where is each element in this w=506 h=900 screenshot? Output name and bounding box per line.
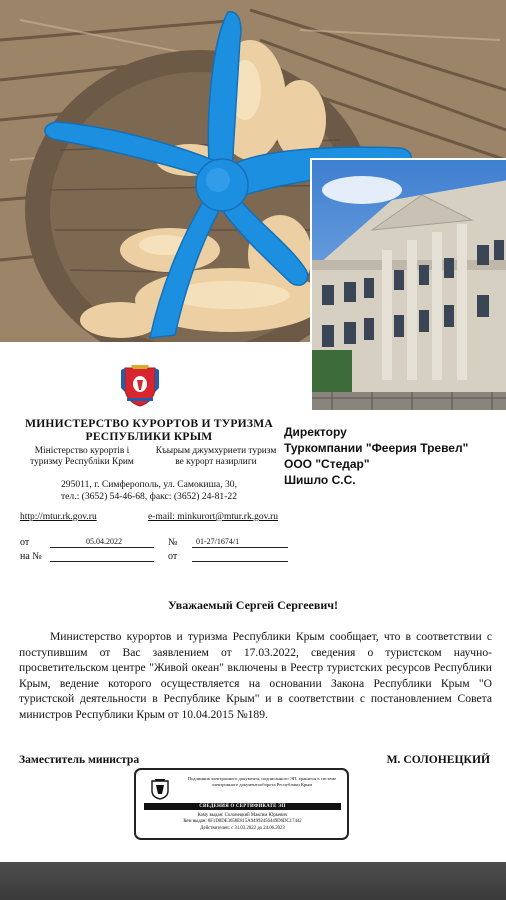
addressee-block: [284, 424, 468, 488]
ministry-title: МИНИСТЕРСТВО КУРОРТОВ И ТУРИЗМА РЕСПУБЛИКИ КРЫМ: [25, 417, 273, 443]
number-label: №: [168, 537, 178, 548]
certificate-details: [144, 813, 341, 832]
phone-line: тел.: (3652) 54-46-68, факс: (3652) 24-81-22: [60, 491, 237, 502]
date-label: от: [20, 537, 30, 548]
registration-date: 05.04.2022: [50, 536, 154, 548]
addressee-line: ООО "Стедар": [284, 457, 370, 471]
letter-greeting: Уважаемый Сергей Сергеевич!: [167, 598, 339, 612]
addressee-line: Директору: [284, 425, 347, 439]
bottom-bar: [0, 862, 506, 900]
e-signature-stamp: [134, 768, 349, 840]
certificate-owner: Кому выдан: Солонецкий Максим Юрьевич: [197, 813, 288, 818]
registration-row-reference: [20, 550, 288, 562]
ministry-subtitle-crimean-tatar: Къырым джумхуриети туризм ве курорт назирлиги: [155, 446, 277, 467]
reference-number-label: на №: [20, 551, 42, 562]
registration-row-outgoing: [20, 536, 288, 548]
ministry-subtitles: [18, 446, 280, 468]
website-link[interactable]: http://mtur.rk.gov.ru: [20, 512, 97, 522]
email-link[interactable]: e-mail: minkurort@mtur.rk.gov.ru: [147, 512, 278, 522]
ministry-address: [18, 479, 280, 503]
addressee-line: Шишло С.С.: [284, 473, 356, 487]
addressee-line: Туркомпании "Феерия Тревел": [284, 441, 469, 455]
certificate-serial: Кем выдан: 8F1D0DE3658E815A94992456449D6DC17442: [183, 819, 302, 825]
ministry-subtitle-ukrainian: Міністерство курортів і туризму Республіки Крим: [30, 446, 134, 467]
stamp-note: Подлинник электронного документа, подписанного ЭП, хранится в системе электронного документооборота Республики Крым: [187, 776, 337, 787]
reference-date-label: от: [168, 551, 178, 562]
letter-body: Министерство курортов и туризма Республики Крым сообщает, что в соответствии с поступившим от Вас заявлением от 17.03.2022, сведения о туристском научно-просветительском центре "Живой океан" включены в Реестр туристских ресурсов Республики Крым, ведение которого осуществляется на основании Закона Республики Крым "О туристской деятельности в Республике Крым" и в соответствии с постановлением Совета министров Республики Крым от 10.04.2015 №189.: [19, 630, 492, 721]
reference-number-field: [50, 550, 154, 562]
ministry-building-photo: [310, 158, 506, 410]
signer-name: М. СОЛОНЕЦКИЙ: [386, 753, 490, 766]
contact-links: [20, 512, 278, 522]
ministry-letterhead: [18, 417, 280, 503]
signer-position: Заместитель министра: [19, 753, 140, 766]
registration-number: 01-27/1674/1: [192, 536, 288, 548]
stamp-header: СВЕДЕНИЯ О СЕРТИФИКАТЕ ЭП: [144, 803, 341, 810]
address-line: 295011, г. Симферополь, ул. Самокиша, 30,: [60, 479, 238, 490]
crimea-coat-of-arms-icon: [149, 778, 171, 800]
certificate-validity: Действителен: с 31.03.2022 до 24.06.2023: [200, 825, 285, 831]
crimea-coat-of-arms-icon: [119, 362, 161, 408]
reference-date-field: [192, 550, 288, 562]
